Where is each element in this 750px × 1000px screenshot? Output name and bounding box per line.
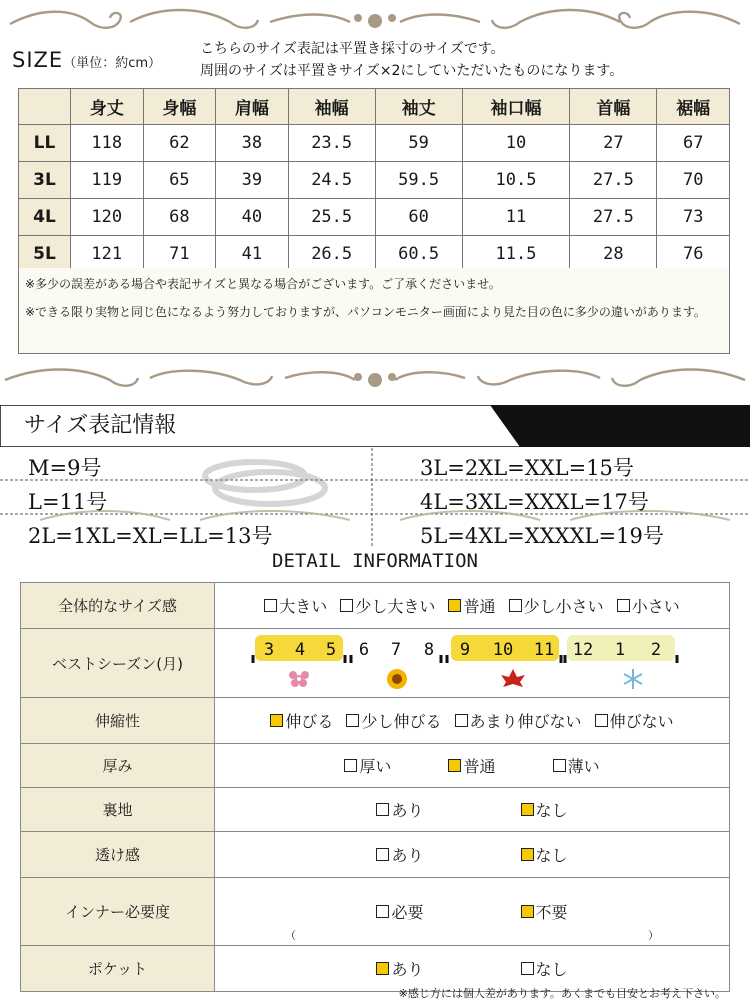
option: 少し伸びる bbox=[346, 709, 441, 732]
cell: 27.5 bbox=[570, 162, 657, 199]
table-row bbox=[21, 832, 730, 878]
row-label: 裏地 bbox=[21, 788, 215, 832]
season-cell bbox=[215, 629, 730, 698]
option: なし bbox=[521, 843, 568, 866]
footer-note: ※感じ方には個人差があります。あくまでも目安とお考え下さい。 bbox=[398, 987, 726, 1000]
checkbox-checked-icon bbox=[521, 803, 534, 816]
options-cell bbox=[215, 878, 730, 946]
checkbox-icon bbox=[595, 714, 608, 727]
options-cell bbox=[215, 583, 730, 629]
size-info-item: 2L=1XL=XL=LL=13号 bbox=[28, 524, 273, 548]
option: 少し小さい bbox=[509, 594, 604, 617]
options-cell bbox=[215, 832, 730, 878]
size-info-title: サイズ表記情報 bbox=[24, 413, 177, 438]
month-label: 11 bbox=[533, 640, 555, 660]
size-table-header bbox=[19, 89, 730, 125]
table-row bbox=[21, 629, 730, 698]
col-header: 身幅 bbox=[143, 89, 216, 125]
checkbox-icon bbox=[376, 905, 389, 918]
ornament-middle bbox=[0, 364, 750, 398]
row-label: 全体的なサイズ感 bbox=[21, 583, 215, 629]
checkbox-icon bbox=[346, 714, 359, 727]
note-text: ※多少の誤差がある場合や表記サイズと異なる場合がございます。ご了承くださいませ。 bbox=[25, 277, 501, 291]
row-label: 5L bbox=[19, 236, 71, 273]
sunflower-icon bbox=[387, 669, 407, 689]
detail-table bbox=[20, 582, 730, 992]
size-info-item: M=9号 bbox=[28, 456, 102, 480]
month-label: 2 bbox=[650, 640, 662, 660]
checkbox-checked-icon bbox=[376, 962, 389, 975]
option: 伸びない bbox=[595, 709, 674, 732]
checkbox-checked-icon bbox=[521, 848, 534, 861]
cell: 67 bbox=[657, 125, 730, 162]
corner-cell bbox=[19, 89, 71, 125]
col-header: 袖口幅 bbox=[462, 89, 570, 125]
option: 薄い bbox=[553, 754, 600, 777]
month-label: 12 bbox=[572, 640, 594, 660]
checkbox-icon bbox=[455, 714, 468, 727]
col-header: 袖丈 bbox=[375, 89, 462, 125]
cell: 70 bbox=[657, 162, 730, 199]
checkbox-checked-icon bbox=[448, 759, 461, 772]
row-label: 伸縮性 bbox=[21, 698, 215, 744]
cell: 118 bbox=[71, 125, 144, 162]
cell: 41 bbox=[216, 236, 289, 273]
option: 伸びる bbox=[270, 709, 333, 732]
cell: 60.5 bbox=[375, 236, 462, 273]
cell: 73 bbox=[657, 199, 730, 236]
cell: 119 bbox=[71, 162, 144, 199]
cell: 23.5 bbox=[288, 125, 375, 162]
table-row bbox=[21, 878, 730, 946]
cell: 27 bbox=[570, 125, 657, 162]
table-row bbox=[21, 788, 730, 832]
checkbox-checked-icon bbox=[521, 905, 534, 918]
size-info-item: 4L=3XL=XXXL=17号 bbox=[420, 490, 649, 514]
cell: 68 bbox=[143, 199, 216, 236]
col-header: 首幅 bbox=[570, 89, 657, 125]
cell: 10.5 bbox=[462, 162, 570, 199]
table-row bbox=[19, 125, 730, 162]
col-header: 身丈 bbox=[71, 89, 144, 125]
option: あまり伸びない bbox=[455, 709, 582, 732]
table-row bbox=[21, 698, 730, 744]
cell: 28 bbox=[570, 236, 657, 273]
cell: 59 bbox=[375, 125, 462, 162]
month-label: 1 bbox=[614, 640, 626, 660]
option: 普通 bbox=[448, 754, 495, 777]
month-label: 7 bbox=[390, 640, 402, 660]
cell: 11.5 bbox=[462, 236, 570, 273]
checkbox-icon bbox=[553, 759, 566, 772]
cell: 120 bbox=[71, 199, 144, 236]
month-label: 10 bbox=[492, 640, 514, 660]
option: 少し大きい bbox=[340, 594, 435, 617]
size-notes: こちらのサイズ表記は平置き採寸のサイズです。 周囲のサイズは平置きサイズ×2にしていただいたものになります。 bbox=[200, 41, 624, 79]
options-cell bbox=[215, 698, 730, 744]
checkbox-icon bbox=[340, 599, 353, 612]
checkbox-icon bbox=[376, 803, 389, 816]
checkbox-icon bbox=[264, 599, 277, 612]
option: なし bbox=[521, 798, 568, 821]
cell: 11 bbox=[462, 199, 570, 236]
options-cell bbox=[215, 788, 730, 832]
maple-leaf-icon bbox=[501, 669, 525, 687]
option: あり bbox=[376, 798, 423, 821]
ornament-top bbox=[0, 4, 750, 38]
option: あり bbox=[376, 957, 423, 980]
size-table bbox=[18, 88, 730, 273]
cell: 39 bbox=[216, 162, 289, 199]
table-row bbox=[21, 583, 730, 629]
option: 大きい bbox=[264, 594, 327, 617]
note-text: ※できる限り実物と同じ色になるよう努力しておりますが、パソコンモニター画面により見た目の色に多少の違いがあります。 bbox=[25, 305, 706, 319]
month-label: 4 bbox=[294, 640, 306, 660]
paren-right: ） bbox=[648, 929, 659, 942]
row-label: 4L bbox=[19, 199, 71, 236]
row-label: インナー必要度 bbox=[21, 878, 215, 946]
checkbox-icon bbox=[376, 848, 389, 861]
options-cell bbox=[215, 744, 730, 788]
month-label: 8 bbox=[423, 640, 435, 660]
cell: 71 bbox=[143, 236, 216, 273]
cell: 65 bbox=[143, 162, 216, 199]
option: 厚い bbox=[344, 754, 391, 777]
row-label: LL bbox=[19, 125, 71, 162]
col-header: 袖幅 bbox=[288, 89, 375, 125]
cell: 121 bbox=[71, 236, 144, 273]
cell: 24.5 bbox=[288, 162, 375, 199]
cell: 62 bbox=[143, 125, 216, 162]
season-chart bbox=[215, 629, 729, 693]
snowflake-icon bbox=[624, 669, 642, 689]
paren-left: （ bbox=[285, 929, 296, 942]
option: 小さい bbox=[617, 594, 680, 617]
option: 必要 bbox=[376, 900, 423, 923]
row-label: 厚み bbox=[21, 744, 215, 788]
cell: 76 bbox=[657, 236, 730, 273]
cell: 38 bbox=[216, 125, 289, 162]
row-label: 透け感 bbox=[21, 832, 215, 878]
table-row bbox=[19, 162, 730, 199]
checkbox-icon bbox=[509, 599, 522, 612]
detail-title: DETAIL INFORMATION bbox=[272, 550, 478, 572]
option: あり bbox=[376, 843, 423, 866]
checkbox-checked-icon bbox=[448, 599, 461, 612]
size-info-item: 3L=2XL=XXL=15号 bbox=[420, 456, 634, 480]
row-label: ポケット bbox=[21, 946, 215, 992]
cell: 40 bbox=[216, 199, 289, 236]
month-label: 5 bbox=[325, 640, 337, 660]
cell: 59.5 bbox=[375, 162, 462, 199]
size-heading: SIZE（単位：約cm） bbox=[12, 48, 161, 72]
row-label: 3L bbox=[19, 162, 71, 199]
checkbox-checked-icon bbox=[270, 714, 283, 727]
cell: 27.5 bbox=[570, 199, 657, 236]
option: 普通 bbox=[448, 594, 495, 617]
size-info-item: 5L=4XL=XXXXL=19号 bbox=[420, 524, 664, 548]
size-table-notes bbox=[18, 268, 730, 354]
cell: 25.5 bbox=[288, 199, 375, 236]
month-label: 6 bbox=[358, 640, 370, 660]
option: 不要 bbox=[521, 900, 568, 923]
month-label: 9 bbox=[459, 640, 471, 660]
table-row bbox=[19, 199, 730, 236]
row-label: ベストシーズン(月) bbox=[21, 629, 215, 698]
checkbox-icon bbox=[344, 759, 357, 772]
sakura-icon bbox=[289, 671, 309, 687]
cell: 60 bbox=[375, 199, 462, 236]
cell: 26.5 bbox=[288, 236, 375, 273]
cell: 10 bbox=[462, 125, 570, 162]
col-header: 肩幅 bbox=[216, 89, 289, 125]
checkbox-icon bbox=[521, 962, 534, 975]
checkbox-icon bbox=[617, 599, 630, 612]
month-label: 3 bbox=[263, 640, 275, 660]
col-header: 裾幅 bbox=[657, 89, 730, 125]
table-row bbox=[19, 236, 730, 273]
table-row bbox=[21, 744, 730, 788]
option: なし bbox=[521, 957, 568, 980]
size-info-item: L=11号 bbox=[28, 490, 108, 514]
